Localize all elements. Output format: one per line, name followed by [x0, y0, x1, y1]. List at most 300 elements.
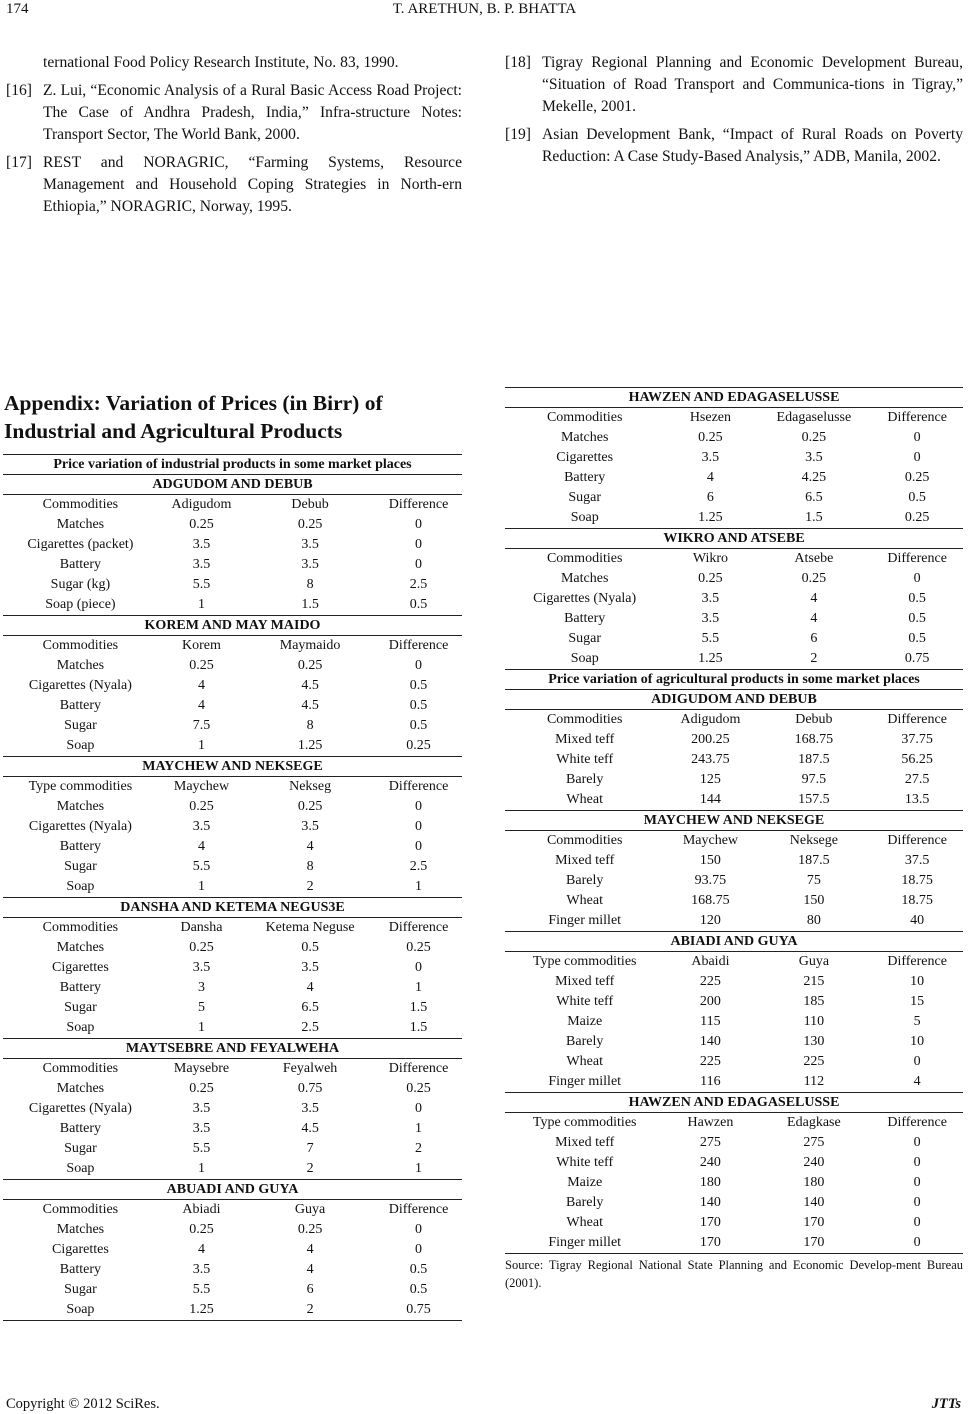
- table-cell: 3.5: [301, 1101, 319, 1116]
- table-cell: 3.5: [192, 1101, 211, 1116]
- column-header: Hsezen: [689, 410, 732, 425]
- column-header: Difference: [388, 1202, 449, 1217]
- table-cell: 168.75: [691, 893, 730, 908]
- section-title-row: [505, 1093, 963, 1113]
- table-row: [505, 730, 963, 750]
- section-title-row: [3, 1039, 462, 1059]
- table-row: [505, 649, 963, 670]
- table-cell: 0: [415, 658, 422, 673]
- column-header: Difference: [887, 1115, 947, 1130]
- table-cell: 1: [415, 980, 422, 995]
- table-cell: 1.5: [301, 597, 319, 612]
- table-cell: 1.5: [805, 510, 823, 525]
- reference-text: Asian Development Bank, “Impact of Rural Roads on Poverty Reduction: A Case Study-Based Analysis,” ADB, Manila, 2002.: [542, 126, 963, 165]
- column-header: Commodities: [42, 497, 119, 512]
- table-row: [3, 595, 462, 616]
- table-cell: 243.75: [691, 752, 730, 767]
- table-header-row: [3, 1059, 462, 1080]
- section-title: ABIADI AND GUYA: [505, 932, 963, 952]
- table-cell: 112: [803, 1074, 825, 1089]
- table-cell: 0: [415, 1242, 422, 1257]
- table-cell: 170: [699, 1215, 721, 1230]
- column-header: Commodities: [546, 833, 623, 848]
- table-row: [3, 978, 462, 998]
- table-row: [3, 958, 462, 978]
- table-cell: 1.25: [158, 1300, 245, 1321]
- table-cell: 3.5: [701, 591, 720, 606]
- column-header: Difference: [388, 920, 449, 935]
- table-cell: 3.5: [192, 1262, 211, 1277]
- table-row: [505, 569, 963, 589]
- table-cell: 0.25: [189, 799, 214, 814]
- table-header-row: [505, 831, 963, 852]
- table-cell: 2: [306, 879, 314, 894]
- table-cell: 116: [700, 1074, 721, 1089]
- column-header: Wikro: [692, 551, 729, 566]
- table-cell: 15: [910, 994, 925, 1009]
- table-cell: 1: [197, 738, 205, 753]
- table-cell: 0.25: [189, 1081, 214, 1096]
- table-cell: 0.25: [801, 430, 827, 445]
- table-cell: 3.5: [192, 1121, 211, 1136]
- table-cell: 0.25: [189, 1222, 214, 1237]
- table-cell: 3.5: [301, 557, 319, 572]
- table-row: [3, 1099, 462, 1119]
- table-cell: 1.25: [698, 510, 723, 525]
- table-cell: Barely: [566, 1195, 604, 1210]
- table-cell: Battery: [564, 470, 606, 485]
- table-row: [505, 589, 963, 609]
- column-header: Difference: [388, 638, 449, 653]
- table-row: [3, 1220, 462, 1240]
- table-row: [505, 891, 963, 911]
- table-cell: 8: [306, 577, 314, 592]
- column-header: Type commodities: [532, 1115, 637, 1130]
- table-header-row: [505, 408, 963, 429]
- industrial-price-table-left: [3, 454, 462, 1321]
- table-row: [3, 656, 462, 676]
- column-header: Maymaido: [279, 638, 341, 653]
- table-cell: 5.5: [192, 1141, 211, 1156]
- section-title: WIKRO AND ATSEBE: [505, 529, 963, 549]
- table-cell: 75: [806, 873, 821, 888]
- table-cell: 200.25: [691, 732, 730, 747]
- table-cell: 0: [913, 1215, 921, 1230]
- table-cell: 18.75: [901, 893, 933, 908]
- table-cell: 6.5: [805, 490, 823, 505]
- table-cell: 37.75: [901, 732, 933, 747]
- table-row: [505, 851, 963, 871]
- table-row: [3, 1139, 462, 1159]
- table-cell: Soap (piece): [45, 597, 116, 612]
- column-header: Adigudom: [680, 712, 741, 727]
- table-cell: Matches: [56, 517, 105, 532]
- table-cell: Soap: [3, 1300, 158, 1321]
- table-cell: 40: [910, 913, 925, 928]
- column-header: Abaidi: [691, 954, 730, 969]
- table-cell: 8: [306, 718, 314, 733]
- column-header: Neksege: [789, 833, 838, 848]
- table-cell: 0.25: [904, 470, 930, 485]
- table-cell: Sugar: [64, 1141, 97, 1156]
- table-cell: Battery: [59, 1121, 102, 1136]
- table-cell: Cigarettes (Nyala): [28, 1101, 132, 1116]
- table-row: [505, 1193, 963, 1213]
- table-cell: 0: [913, 1155, 921, 1170]
- page-number: 174: [6, 1, 29, 17]
- table-row: [505, 972, 963, 992]
- table-cell: 56.25: [901, 752, 933, 767]
- table-cell: Cigarettes (Nyala): [28, 819, 132, 834]
- section-title-row: [3, 1180, 462, 1200]
- table-row: [3, 535, 462, 555]
- table-cell: 0: [913, 571, 921, 586]
- table-cell: 27.5: [904, 772, 930, 787]
- table-cell: 120: [699, 913, 721, 928]
- table-cell: 0: [415, 1101, 422, 1116]
- table-cell: 0.5: [908, 490, 926, 505]
- table-cell: 3.5: [192, 819, 211, 834]
- reference-number: [16]: [6, 82, 32, 99]
- table-cell: 3: [197, 980, 205, 995]
- table-cell: 3.5: [192, 537, 211, 552]
- table-cell: 0: [415, 537, 422, 552]
- table-cell: 1: [415, 879, 422, 894]
- price-tables-right: [505, 387, 963, 1254]
- table-cell: 1.5: [409, 1020, 428, 1035]
- table-cell: 0.5: [409, 678, 428, 693]
- table-cell: 5.5: [192, 859, 211, 874]
- table-cell: 2.5: [409, 859, 428, 874]
- table-header-row: [505, 549, 963, 570]
- table-cell: Finger millet: [548, 913, 622, 928]
- table-row: [3, 736, 462, 757]
- column-header: Commodities: [42, 1061, 119, 1076]
- table-cell: Sugar: [64, 718, 97, 733]
- table-cell: 240: [803, 1155, 825, 1170]
- table-row: [3, 817, 462, 837]
- table-cell: 3.5: [805, 450, 823, 465]
- table-header-row: [3, 495, 462, 516]
- price-table: [505, 387, 963, 1254]
- table-row: [3, 696, 462, 716]
- table-cell: 0.5: [409, 698, 428, 713]
- reference-entry: [6, 52, 462, 74]
- table-cell: 1: [415, 1121, 422, 1136]
- table-row: [3, 1079, 462, 1099]
- table-cell: 125: [699, 772, 721, 787]
- table-cell: 4: [810, 591, 818, 606]
- table-cell: Maize: [567, 1014, 603, 1029]
- table-cell: 150: [699, 853, 721, 868]
- table-cell: Soap: [570, 651, 599, 666]
- table-cell: 0.25: [297, 799, 323, 814]
- table-cell: 4.5: [301, 698, 319, 713]
- table-cell: Mixed teff: [555, 974, 615, 989]
- table-row: [505, 992, 963, 1012]
- journal-abbreviation: JTTs: [931, 1396, 961, 1412]
- table-cell: Battery: [59, 980, 102, 995]
- table-cell: 0.25: [698, 430, 723, 445]
- table-cell: 0.5: [908, 631, 926, 646]
- table-cell: 97.5: [801, 772, 827, 787]
- table-row: [3, 575, 462, 595]
- table-cell: 2: [415, 1141, 422, 1156]
- table-row: [3, 1300, 462, 1321]
- table-cell: 240: [699, 1155, 721, 1170]
- column-header: Adigudom: [171, 497, 232, 512]
- table-cell: 110: [803, 1014, 825, 1029]
- table-cell: 0.5: [409, 1262, 428, 1277]
- table-row: [505, 508, 963, 529]
- reference-number: [19]: [505, 126, 531, 143]
- table-cell: 3.5: [701, 611, 720, 626]
- column-header: Dansha: [180, 920, 223, 935]
- column-header: Difference: [388, 1061, 449, 1076]
- section-title: HAWZEN AND EDAGASELUSSE: [505, 388, 963, 408]
- column-header: Ketema Neguse: [265, 920, 355, 935]
- table-cell: Battery: [59, 698, 102, 713]
- table-cell: 4: [306, 1242, 314, 1257]
- table-cell: Sugar: [64, 1282, 97, 1297]
- column-header: Difference: [388, 779, 449, 794]
- table-cell: 37.5: [904, 853, 930, 868]
- table-cell: 1: [197, 879, 205, 894]
- table-header-row: [505, 1113, 963, 1134]
- column-header: Guya: [798, 954, 830, 969]
- column-header: Korem: [182, 638, 221, 653]
- table-cell: 4: [306, 1262, 314, 1277]
- section-title-row: [505, 388, 963, 408]
- table-cell: 3.5: [301, 537, 319, 552]
- table-row: [505, 790, 963, 811]
- reference-entry: [6, 80, 462, 146]
- table-cell: Sugar: [568, 490, 602, 505]
- table-row: [505, 1133, 963, 1153]
- table-cell: Matches: [56, 1081, 105, 1096]
- table-cell: 6: [706, 490, 714, 505]
- table-cell: 4: [810, 611, 818, 626]
- column-header: Difference: [887, 833, 947, 848]
- table-cell: Wheat: [566, 893, 603, 908]
- table-cell: 0.5: [409, 718, 428, 733]
- table-cell: 0.75: [375, 1300, 462, 1321]
- table-cell: Cigarettes (Nyala): [533, 591, 637, 606]
- section-title: MAYCHEW AND NEKSEGE: [3, 757, 462, 777]
- table-row: [505, 1233, 963, 1254]
- table-row: [505, 609, 963, 629]
- column-header: Difference: [887, 712, 947, 727]
- column-header: Commodities: [546, 410, 623, 425]
- table-cell: Matches: [56, 1222, 105, 1237]
- copyright-footer: Copyright © 2012 SciRes.: [6, 1396, 160, 1412]
- column-header: Commodities: [546, 712, 623, 727]
- table-row: [3, 938, 462, 958]
- table-row: [505, 1012, 963, 1032]
- table-cell: 130: [803, 1034, 825, 1049]
- table-row: [505, 911, 963, 932]
- table-cell: 0.75: [904, 651, 930, 666]
- section-title: Price variation of industrial products in some market places: [3, 455, 462, 475]
- table-row: [3, 998, 462, 1018]
- table-cell: Cigarettes: [556, 450, 614, 465]
- table-row: [3, 857, 462, 877]
- table-cell: 1: [197, 1161, 205, 1176]
- table-cell: 6: [810, 631, 818, 646]
- table-cell: 6: [306, 1282, 314, 1297]
- table-cell: 170: [803, 1215, 825, 1230]
- price-table: [3, 454, 462, 1321]
- table-cell: 93.75: [694, 873, 727, 888]
- reference-number: [18]: [505, 54, 531, 71]
- table-row: [505, 750, 963, 770]
- table-cell: 200: [699, 994, 721, 1009]
- table-cell: 0.5: [409, 1282, 428, 1297]
- column-header: Nekseg: [289, 779, 332, 794]
- table-cell: 4: [306, 980, 314, 995]
- table-row: [505, 428, 963, 448]
- table-row: [505, 1072, 963, 1093]
- table-cell: 0.25: [801, 571, 827, 586]
- table-cell: Battery: [564, 611, 606, 626]
- table-header-row: [3, 1200, 462, 1221]
- column-header: Abiadi: [182, 1202, 221, 1217]
- table-cell: 4: [197, 1242, 205, 1257]
- table-cell: Battery: [59, 1262, 102, 1277]
- table-cell: Battery: [59, 557, 102, 572]
- table-cell: White teff: [556, 752, 614, 767]
- table-cell: 3.5: [701, 450, 720, 465]
- table-cell: Soap: [66, 1020, 95, 1035]
- table-cell: 140: [803, 1195, 825, 1210]
- table-row: [3, 676, 462, 696]
- table-cell: Soap: [570, 510, 599, 525]
- column-header: Commodities: [546, 551, 623, 566]
- column-header: Guya: [294, 1202, 326, 1217]
- table-cell: 0: [415, 517, 422, 532]
- table-row: [3, 1159, 462, 1180]
- section-title-row: [505, 811, 963, 831]
- table-cell: Cigarettes (Nyala): [28, 678, 132, 693]
- column-header: Edagkase: [787, 1115, 841, 1130]
- table-main-title-row: [505, 670, 963, 690]
- table-cell: 0: [415, 960, 422, 975]
- table-cell: 2: [810, 651, 818, 666]
- table-cell: 225: [803, 1054, 825, 1069]
- reference-number: [17]: [6, 154, 32, 171]
- table-cell: 1.5: [409, 1000, 428, 1015]
- reference-entry: [6, 152, 462, 218]
- section-title: HAWZEN AND EDAGASELUSSE: [505, 1093, 963, 1113]
- table-cell: 0.25: [406, 1081, 431, 1096]
- table-header-row: [505, 710, 963, 731]
- table-cell: 5.5: [192, 577, 211, 592]
- table-cell: 5: [913, 1014, 921, 1029]
- table-header-row: [3, 918, 462, 939]
- table-cell: 0.25: [904, 510, 930, 525]
- table-cell: Cigarettes: [52, 1242, 109, 1257]
- table-main-title-row: [3, 455, 462, 475]
- table-cell: 0: [913, 1175, 921, 1190]
- table-cell: 4.25: [801, 470, 827, 485]
- table-cell: Mixed teff: [555, 1135, 615, 1150]
- table-cell: Mixed teff: [555, 853, 615, 868]
- column-header: Difference: [887, 954, 947, 969]
- table-row: [505, 629, 963, 649]
- column-header: Debub: [291, 497, 329, 512]
- table-cell: 2.5: [301, 1020, 319, 1035]
- table-row: [3, 1119, 462, 1139]
- table-cell: 0.25: [698, 571, 723, 586]
- section-title: DANSHA AND KETEMA NEGUS3E: [3, 898, 462, 918]
- reference-text: Z. Lui, “Economic Analysis of a Rural Basic Access Road Project: The Case of Andhra Pradesh, India,” Infra-structure Notes: Transport Sector, The World Bank, 2000.: [43, 82, 462, 143]
- table-cell: Barely: [566, 873, 604, 888]
- table-cell: 0: [415, 557, 422, 572]
- table-cell: 3.5: [192, 557, 211, 572]
- table-cell: 13.5: [904, 792, 930, 807]
- table-cell: 7: [306, 1141, 314, 1156]
- column-header: Type commodities: [532, 954, 637, 969]
- table-cell: 0.5: [409, 597, 428, 612]
- column-header: Commodities: [42, 638, 119, 653]
- source-note: Source: Tigray Regional National State Planning and Economic Develop-ment Bureau (2001).: [505, 1258, 963, 1290]
- table-cell: 3.5: [301, 960, 319, 975]
- table-cell: 3.5: [192, 960, 211, 975]
- table-cell: White teff: [556, 1155, 614, 1170]
- reference-text: Tigray Regional Planning and Economic Development Bureau, “Situation of Road Transport and Communica-tions in Tigray,” Mekelle, 2001.: [542, 54, 963, 115]
- table-cell: 0.5: [301, 940, 319, 955]
- table-row: [505, 1153, 963, 1173]
- table-cell: Maize: [567, 1175, 603, 1190]
- table-cell: 7.5: [192, 718, 211, 733]
- table-row: [3, 555, 462, 575]
- table-cell: 225: [699, 974, 721, 989]
- column-header: Maychew: [682, 833, 739, 848]
- section-title-row: [3, 898, 462, 918]
- section-title-row: [3, 475, 462, 495]
- table-cell: 1.25: [698, 651, 723, 666]
- table-cell: 140: [699, 1195, 721, 1210]
- table-cell: 0.5: [908, 611, 926, 626]
- table-row: [505, 1173, 963, 1193]
- table-row: [3, 515, 462, 535]
- table-cell: 0.25: [297, 517, 323, 532]
- table-cell: Sugar: [64, 1000, 97, 1015]
- section-title: ABUADI AND GUYA: [3, 1180, 462, 1200]
- table-cell: Matches: [560, 430, 609, 445]
- table-cell: 10: [910, 974, 925, 989]
- table-row: [3, 797, 462, 817]
- table-row: [505, 468, 963, 488]
- table-cell: 3.5: [301, 819, 319, 834]
- section-title-row: [505, 932, 963, 952]
- table-cell: 0: [913, 1054, 921, 1069]
- table-cell: 0.25: [189, 658, 214, 673]
- section-title: MAYCHEW AND NEKSEGE: [505, 811, 963, 831]
- section-title: MAYTSEBRE AND FEYALWEHA: [3, 1039, 462, 1059]
- table-row: [3, 1240, 462, 1260]
- table-cell: Matches: [56, 940, 105, 955]
- section-title-row: [3, 757, 462, 777]
- table-cell: 4: [197, 839, 205, 854]
- reference-entry: [505, 124, 963, 168]
- table-cell: 170: [664, 1233, 756, 1254]
- table-cell: 0: [415, 839, 422, 854]
- table-row: [3, 716, 462, 736]
- column-header: Hawzen: [687, 1115, 734, 1130]
- table-cell: 0: [913, 450, 921, 465]
- column-header: Commodities: [42, 1202, 119, 1217]
